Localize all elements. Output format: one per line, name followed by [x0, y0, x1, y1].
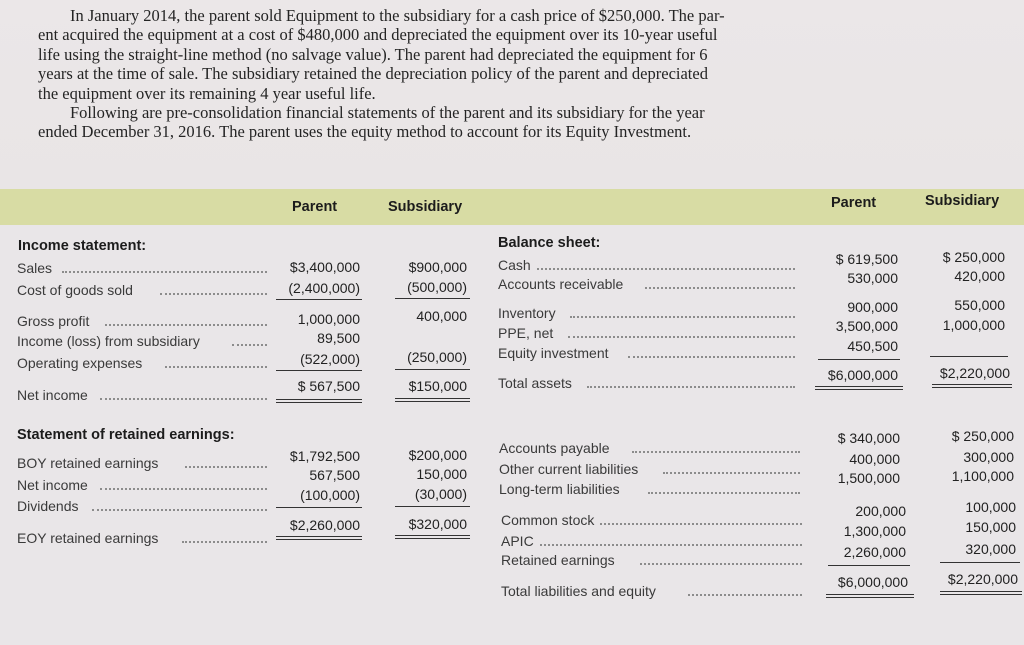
retained-parent-value: 567,500 [309, 467, 360, 483]
liability-parent-value: 1,500,000 [837, 470, 900, 486]
balance-parent-value: 900,000 [847, 299, 898, 315]
table-header-band [0, 189, 1024, 225]
income-row-label: Net income [17, 387, 88, 403]
leader-dots [105, 324, 267, 326]
income-parent-value: 1,000,000 [297, 311, 360, 327]
equity-row-label: Total liabilities and equity [501, 583, 656, 599]
balance-row-label: Accounts receivable [498, 276, 624, 292]
retained-row-label: Dividends [17, 498, 79, 514]
equity-sub-value: 100,000 [965, 499, 1016, 515]
balance-parent-value: 3,500,000 [835, 318, 898, 334]
subtotal-rule [930, 356, 1008, 357]
subtotal-rule [395, 369, 470, 370]
liability-parent-value: 400,000 [849, 451, 900, 467]
equity-parent-value: 200,000 [855, 503, 906, 519]
intro-line: In January 2014, the parent sold Equipment to the subsidiary for a cash price of $250,000. The par- [70, 6, 725, 25]
subtotal-rule [276, 299, 362, 300]
leader-dots [587, 386, 795, 388]
col-header-subsidiary-left: Subsidiary [388, 199, 463, 215]
equity-sub-value: 320,000 [965, 541, 1016, 557]
liability-sub-value: 300,000 [963, 449, 1014, 465]
income-parent-value: $3,400,000 [289, 259, 360, 275]
leader-dots [568, 336, 795, 338]
liability-row-label: Long-term liabilities [499, 481, 620, 497]
subtotal-rule [395, 298, 470, 299]
income-sub-value: $900,000 [408, 259, 467, 275]
equity-row-label: Retained earnings [501, 552, 615, 568]
income-sub-value: (500,000) [407, 279, 467, 295]
total-double-rule [395, 535, 470, 539]
equity-sub-value: $2,220,000 [947, 571, 1018, 587]
income-row-label: Income (loss) from subsidiary [17, 333, 200, 349]
total-double-rule [826, 594, 914, 598]
leader-dots [600, 523, 802, 525]
balance-sub-value: $ 250,000 [942, 249, 1005, 265]
balance-parent-value: $6,000,000 [827, 367, 898, 383]
income-parent-value: $ 567,500 [297, 378, 360, 394]
balance-sub-value: 1,000,000 [942, 317, 1005, 333]
leader-dots [100, 488, 267, 490]
total-double-rule [940, 591, 1022, 595]
equity-row-label: APIC [501, 533, 534, 549]
retained-earnings-title: Statement of retained earnings: [17, 427, 235, 443]
intro-line: years at the time of sale. The subsidiary retained the depreciation policy of the parent and depreciated [38, 64, 708, 84]
balance-sheet-title: Balance sheet: [498, 235, 601, 251]
liability-sub-value: 1,100,000 [951, 468, 1014, 484]
liability-row-label: Other current liabilities [499, 461, 639, 477]
liability-sub-value: $ 250,000 [951, 428, 1014, 444]
subtotal-rule [276, 370, 362, 371]
income-row-label: Operating expenses [17, 355, 143, 371]
leader-dots [100, 398, 267, 400]
subtotal-rule [818, 359, 900, 360]
balance-row-label: Cash [498, 257, 531, 273]
equity-parent-value: 2,260,000 [843, 544, 906, 560]
liability-parent-value: $ 340,000 [837, 430, 900, 446]
retained-sub-value: 150,000 [416, 466, 467, 482]
intro-line: life using the straight-line method (no salvage value). The parent had depreciated the equipment for 6 [38, 44, 708, 64]
balance-sub-value: 550,000 [954, 297, 1005, 313]
retained-sub-value: $320,000 [408, 516, 467, 532]
retained-parent-value: (100,000) [300, 487, 360, 503]
liability-row-label: Accounts payable [499, 440, 610, 456]
leader-dots [537, 268, 795, 270]
leader-dots [645, 287, 795, 289]
subtotal-rule [395, 506, 470, 507]
retained-parent-value: $2,260,000 [289, 517, 360, 533]
balance-sub-value: $2,220,000 [939, 365, 1010, 381]
col-header-parent-left: Parent [292, 199, 338, 215]
balance-row-label: Equity investment [498, 345, 609, 361]
total-double-rule [395, 398, 470, 402]
leader-dots [663, 472, 800, 474]
leader-dots [648, 492, 800, 494]
equity-row-label: Common stock [501, 512, 595, 528]
leader-dots [182, 541, 267, 543]
retained-sub-value: $200,000 [408, 447, 467, 463]
total-double-rule [276, 399, 362, 403]
income-row-label: Cost of goods sold [17, 282, 133, 298]
retained-row-label: BOY retained earnings [17, 455, 159, 471]
balance-parent-value: 530,000 [847, 270, 898, 286]
retained-sub-value: (30,000) [414, 486, 467, 502]
leader-dots [688, 594, 802, 596]
equity-parent-value: $6,000,000 [837, 574, 908, 590]
total-double-rule [276, 536, 362, 540]
balance-parent-value: 450,500 [847, 338, 898, 354]
subtotal-rule [940, 562, 1020, 563]
income-row-label: Gross profit [17, 313, 90, 329]
balance-row-label: Total assets [498, 375, 572, 391]
income-parent-value: 89,500 [317, 330, 360, 346]
intro-line: ent acquired the equipment at a cost of $480,000 and depreciated the equipment over its 10-year useful [38, 25, 718, 45]
income-sub-value: $150,000 [408, 378, 467, 394]
equity-sub-value: 150,000 [965, 519, 1016, 535]
income-parent-value: (2,400,000) [288, 280, 360, 296]
balance-row-label: Inventory [498, 305, 556, 321]
col-header-parent-right: Parent [831, 195, 877, 211]
retained-row-label: Net income [17, 477, 88, 493]
leader-dots [632, 451, 800, 453]
income-sub-value: (250,000) [407, 349, 467, 365]
balance-parent-value: $ 619,500 [835, 251, 898, 267]
balance-sub-value: 420,000 [954, 268, 1005, 284]
retained-parent-value: $1,792,500 [289, 448, 360, 464]
income-row-label: Sales [17, 260, 53, 276]
leader-dots [640, 563, 802, 565]
problem-text [38, 6, 838, 142]
income-parent-value: (522,000) [300, 351, 360, 367]
col-header-subsidiary-right: Subsidiary [925, 193, 1000, 209]
intro-line: ended December 31, 2016. The parent uses the equity method to account for its Equity Investment. [38, 122, 692, 142]
retained-row-label: EOY retained earnings [17, 530, 159, 546]
leader-dots [62, 271, 267, 273]
equity-parent-value: 1,300,000 [843, 523, 906, 539]
total-double-rule [815, 386, 903, 390]
income-sub-value: 400,000 [416, 308, 467, 324]
subtotal-rule [276, 507, 362, 508]
subtotal-rule [828, 565, 910, 566]
leader-dots [570, 316, 795, 318]
balance-row-label: PPE, net [498, 325, 554, 341]
leader-dots [540, 544, 802, 546]
leader-dots [628, 356, 795, 358]
intro-line: Following are pre-consolidation financial statements of the parent and its subsidiary for the year [70, 103, 705, 123]
intro-line: the equipment over its remaining 4 year useful life. [38, 83, 376, 103]
leader-dots [92, 509, 267, 511]
total-double-rule [932, 384, 1012, 388]
income-statement-title: Income statement: [18, 238, 147, 254]
